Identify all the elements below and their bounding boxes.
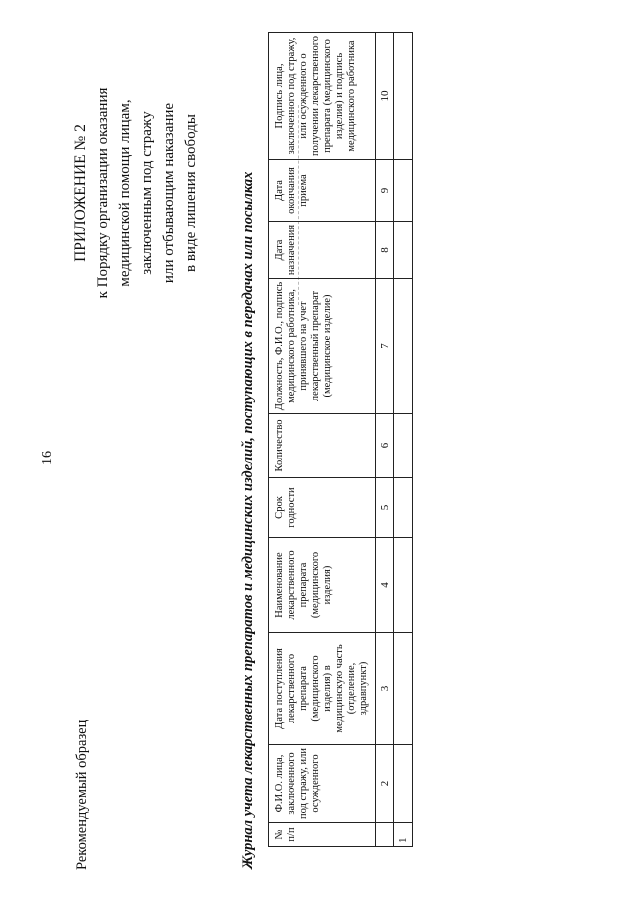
table-row [394,33,413,847]
table-cell [394,279,413,414]
table-cell [394,160,413,222]
column-number: 3 [376,633,394,745]
column-header: Подпись лица, заключенного под стражу, или осужденного о получении лекарственного препарата (медицинского изделия) и подпись медицинского работника [269,33,376,160]
table-cell [394,745,413,823]
column-header: Ф.И.О. лица, заключенного под стражу, или осужденного [269,745,376,823]
recommended-sample-label: Рекомендуемый образец [74,719,90,870]
column-number: 4 [376,538,394,633]
appendix-block [70,33,202,353]
table-cell [394,478,413,538]
table-cell [394,633,413,745]
column-number: 7 [376,279,394,414]
table-header-row [269,33,376,847]
table-cell [394,538,413,633]
column-number: 9 [376,160,394,222]
column-number: 10 [376,33,394,160]
column-number-row [376,33,394,847]
column-header: Дата назначения [269,222,376,279]
column-header: Срок годности [269,478,376,538]
page-number: 16 [40,451,55,465]
table-cell [394,33,413,160]
journal-title: Журнал учета лекарственных препаратов и медицинских изделий, поступающих в передачах или посылках [240,171,256,869]
appendix-line: в виде лишения свободы [183,114,199,272]
column-header: Дата окончания приема [269,160,376,222]
column-number [376,823,394,847]
column-header: Должность, Ф.И.О., подпись медицинского работника, принявшего на учет лекарственный препарат (медицинское изделие) [269,279,376,414]
appendix-heading: ПРИЛОЖЕНИЕ № 2 [72,124,89,262]
column-number: 8 [376,222,394,279]
column-number: 5 [376,478,394,538]
column-number: 2 [376,745,394,823]
column-header: Количество [269,414,376,478]
appendix-line: медицинской помощи лицам, [117,99,133,287]
table-cell: 1 [394,823,413,847]
column-header: № п/п [269,823,376,847]
journal-table [268,32,413,847]
table-cell [394,414,413,478]
table-cell [394,222,413,279]
column-header: Дата поступления лекарственного препарата (медицинского изделия) в медицинскую часть (отделение, здравпункт) [269,633,376,745]
appendix-line: или отбывающим наказание [161,102,177,284]
appendix-line: заключенным под стражу [139,111,155,275]
appendix-line: к Порядку организации оказания [95,87,111,299]
column-header: Наименование лекарственного препарата (медицинского изделия) [269,538,376,633]
column-number: 6 [376,414,394,478]
